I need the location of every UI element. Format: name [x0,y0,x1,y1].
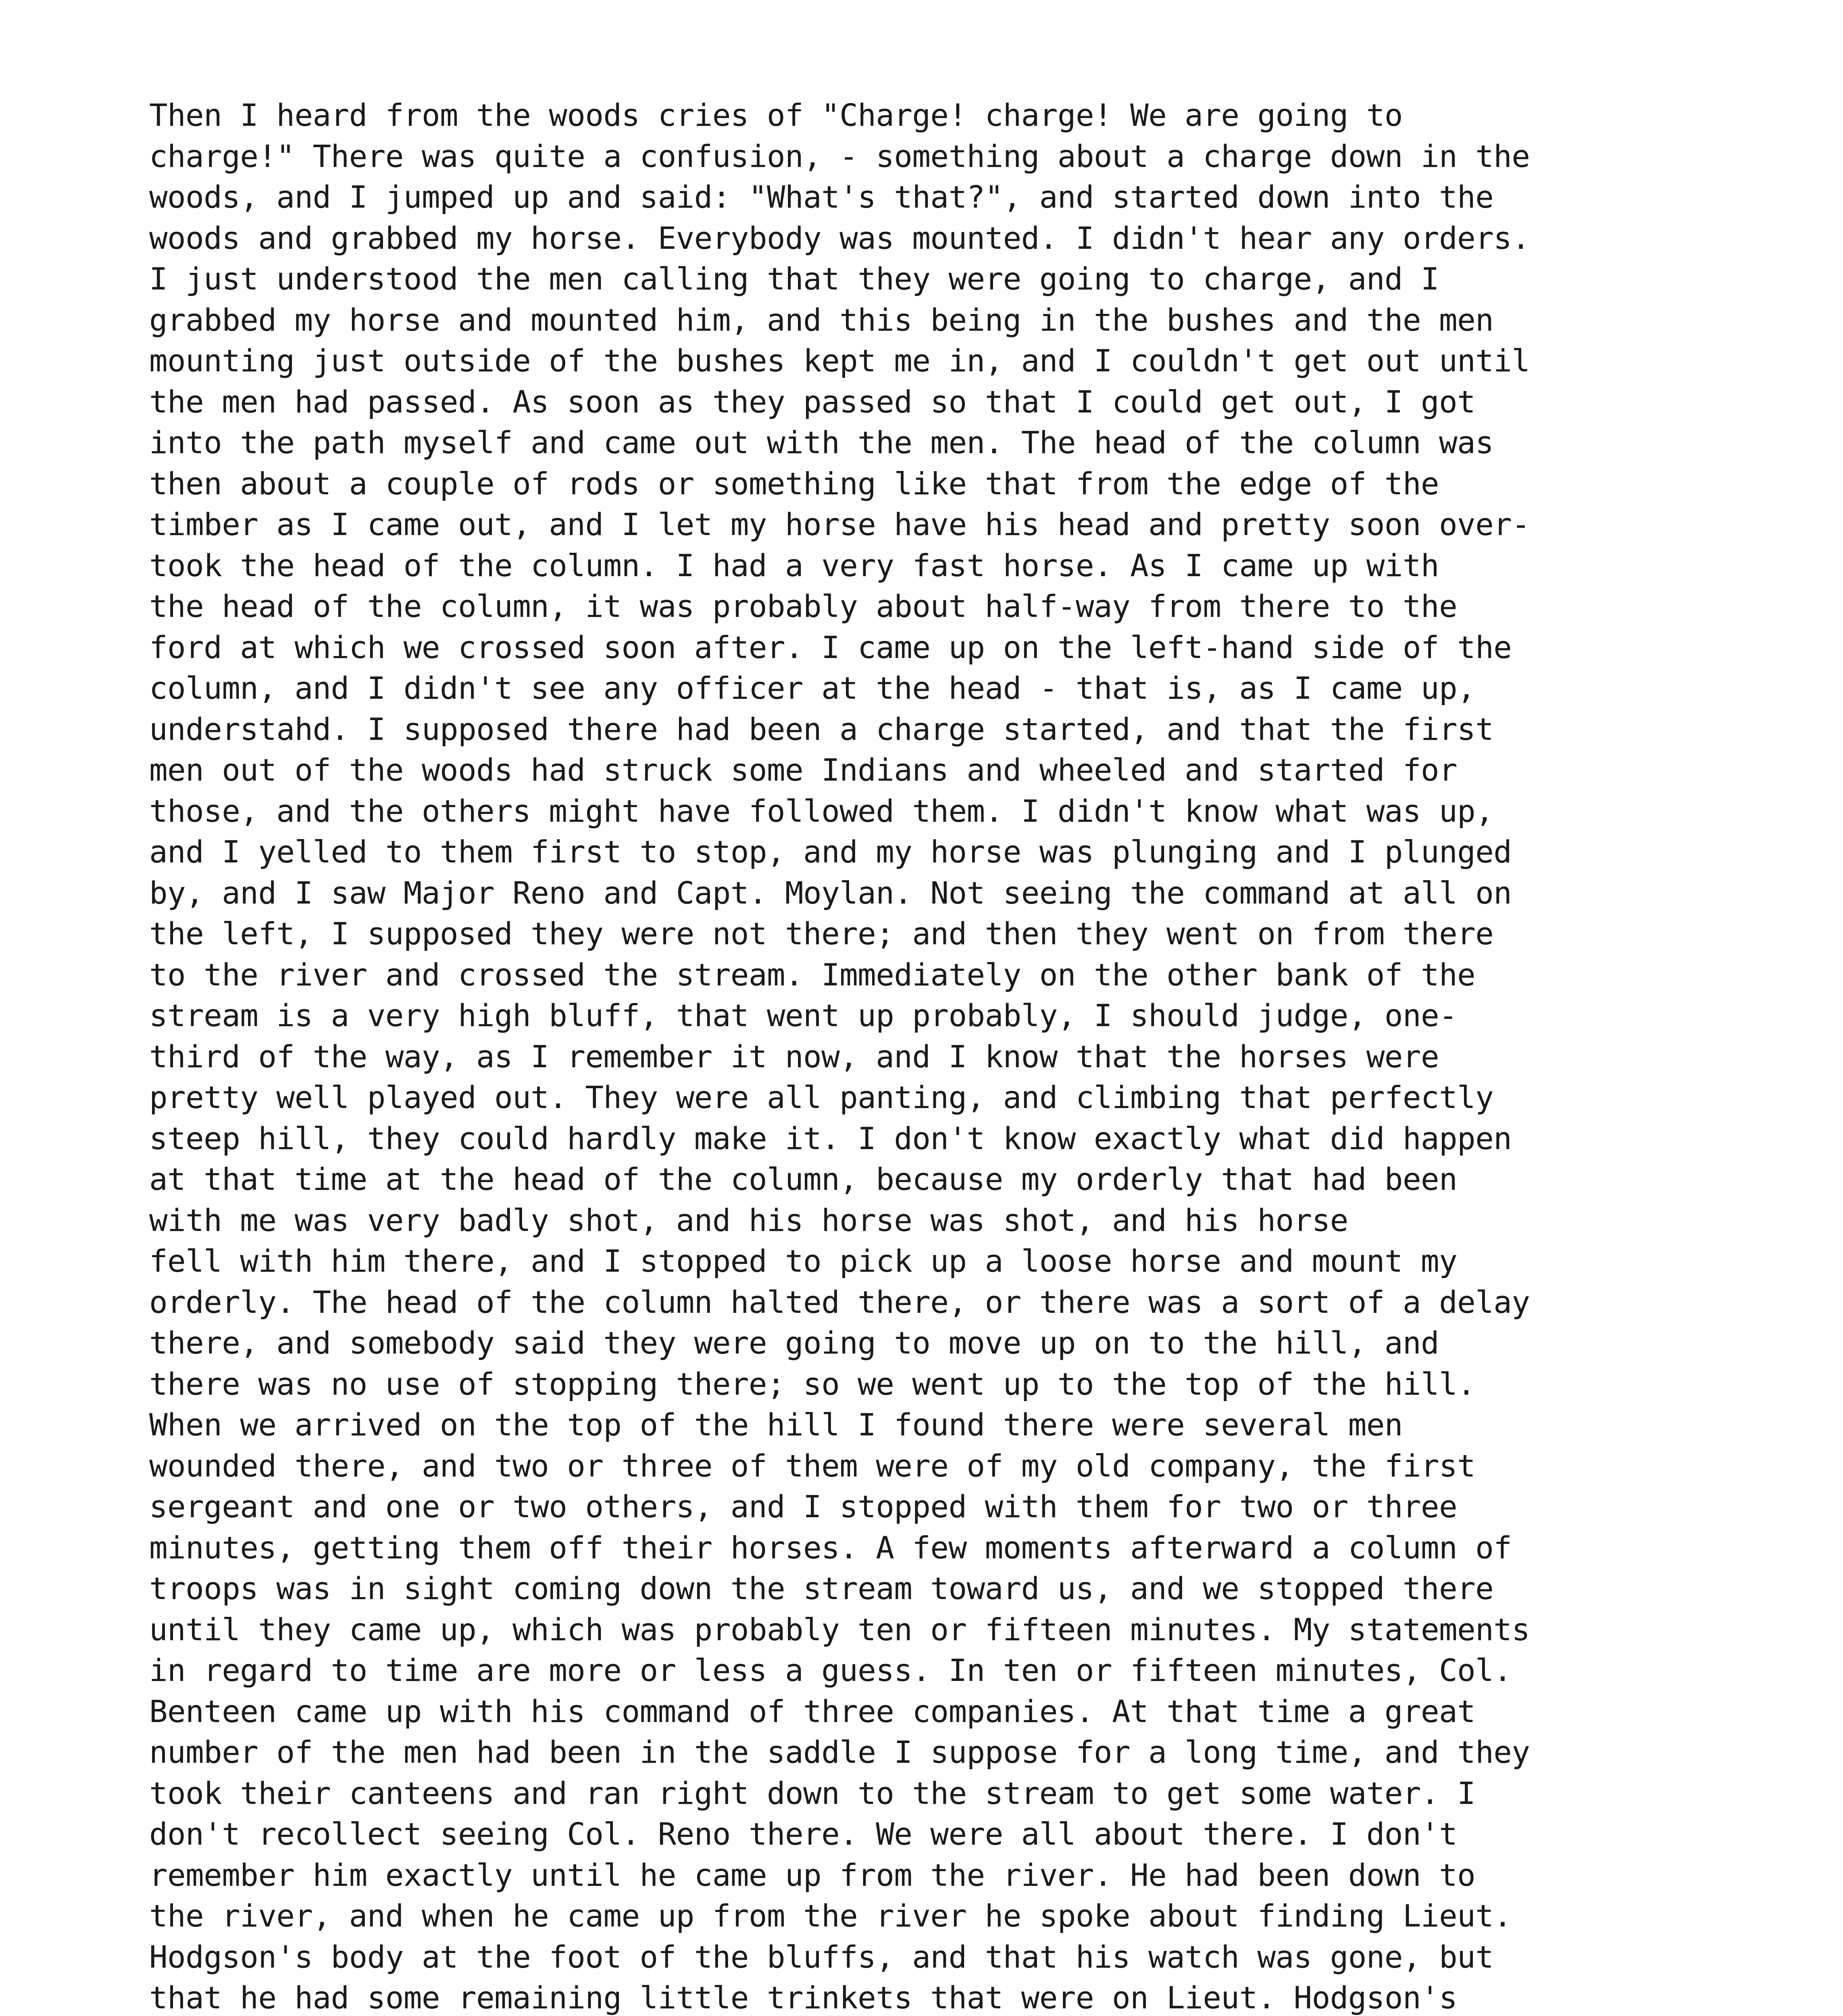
text-line: until they came up, which was probably ten or fifteen minutes. My statements [149,1611,1530,1647]
text-line: orderly. The head of the column halted there, or there was a sort of a delay [149,1284,1530,1320]
text-line: ford at which we crossed soon after. I came up on the left-hand side of the [149,629,1512,665]
text-line: to the river and crossed the stream. Immediately on the other bank of the [149,956,1476,993]
text-line: there, and somebody said they were going to move up on to the hill, and [149,1325,1439,1361]
text-line: those, and the others might have followed them. I didn't know what was up, [149,793,1494,829]
text-line: then about a couple of rods or something like that from the edge of the [149,465,1439,502]
text-line: third of the way, as I remember it now, and I know that the horses were [149,1038,1439,1075]
text-line: number of the men had been in the saddle I suppose for a long time, and they [149,1734,1530,1770]
text-line: When we arrived on the top of the hill I found there were several men [149,1407,1403,1443]
text-line: woods and grabbed my horse. Everybody was mounted. I didn't hear any orders. [149,220,1530,256]
body-text [149,95,1714,2016]
text-line: woods, and I jumped up and said: "What's that?", and started down into the [149,179,1494,215]
text-line: the left, I supposed they were not there; and then they went on from there [149,916,1494,952]
text-line: troops was in sight coming down the stream toward us, and we stopped there [149,1570,1494,1606]
text-line: in regard to time are more or less a guess. In ten or fifteen minutes, Col. [149,1652,1512,1688]
text-line: with me was very badly shot, and his horse was shot, and his horse [149,1202,1348,1238]
text-line: column, and I didn't see any officer at the head - that is, as I came up, [149,670,1476,706]
text-line: at that time at the head of the column, because my orderly that had been [149,1161,1458,1197]
text-line: by, and I saw Major Reno and Capt. Moylan. Not seeing the command at all on [149,875,1512,911]
text-line: Hodgson's body at the foot of the bluffs, and that his watch was gone, but [149,1939,1494,1975]
text-line: mounting just outside of the bushes kept me in, and I couldn't get out until [149,343,1530,379]
text-line: the river, and when he came up from the river he spoke about finding Lieut. [149,1898,1512,1934]
text-line: stream is a very high bluff, that went up probably, I should judge, one- [149,998,1458,1033]
text-line: steep hill, they could hardly make it. I don't know exactly what did happen [149,1120,1512,1156]
text-line: took the head of the column. I had a very fast horse. As I came up with [149,547,1439,583]
text-line: sergeant and one or two others, and I stopped with them for two or three [149,1489,1458,1524]
text-line: men out of the woods had struck some Indians and wheeled and started for [149,752,1458,788]
text-line: Benteen came up with his command of three companies. At that time a great [149,1693,1476,1729]
text-line: into the path myself and came out with the men. The head of the column was [149,425,1494,460]
text-line: and I yelled to them first to stop, and my horse was plunging and I plunged [149,834,1512,870]
text-line: the head of the column, it was probably about half-way from there to the [149,588,1458,624]
text-line: that he had some remaining little trinkets that were on Lieut. Hodgson's [149,1980,1458,2016]
text-line: don't recollect seeing Col. Reno there. We were all about there. I don't [149,1816,1458,1852]
text-line: remember him exactly until he came up from the river. He had been down to [149,1857,1476,1893]
text-line: timber as I came out, and I let my horse have his head and pretty soon over- [149,506,1530,542]
text-line: fell with him there, and I stopped to pick up a loose horse and mount my [149,1243,1458,1279]
text-line: Then I heard from the woods cries of "Charge! charge! We are going to [149,97,1403,133]
text-line: took their canteens and ran right down to the stream to get some water. I [149,1775,1476,1811]
text-line: grabbed my horse and mounted him, and this being in the bushes and the men [149,302,1494,338]
text-line: charge!" There was quite a confusion, - something about a charge down in the [149,138,1530,174]
text-line: wounded there, and two or three of them were of my old company, the first [149,1447,1476,1484]
text-line: there was no use of stopping there; so we went up to the top of the hill. [149,1366,1476,1402]
text-line: understahd. I supposed there had been a charge started, and that the first [149,711,1494,747]
text-line: minutes, getting them off their horses. A few moments afterward a column of [149,1529,1512,1566]
text-line: pretty well played out. They were all panting, and climbing that perfectly [149,1079,1494,1115]
text-line: I just understood the men calling that they were going to charge, and I [149,261,1439,297]
text-line: the men had passed. As soon as they passed so that I could get out, I got [149,383,1476,420]
